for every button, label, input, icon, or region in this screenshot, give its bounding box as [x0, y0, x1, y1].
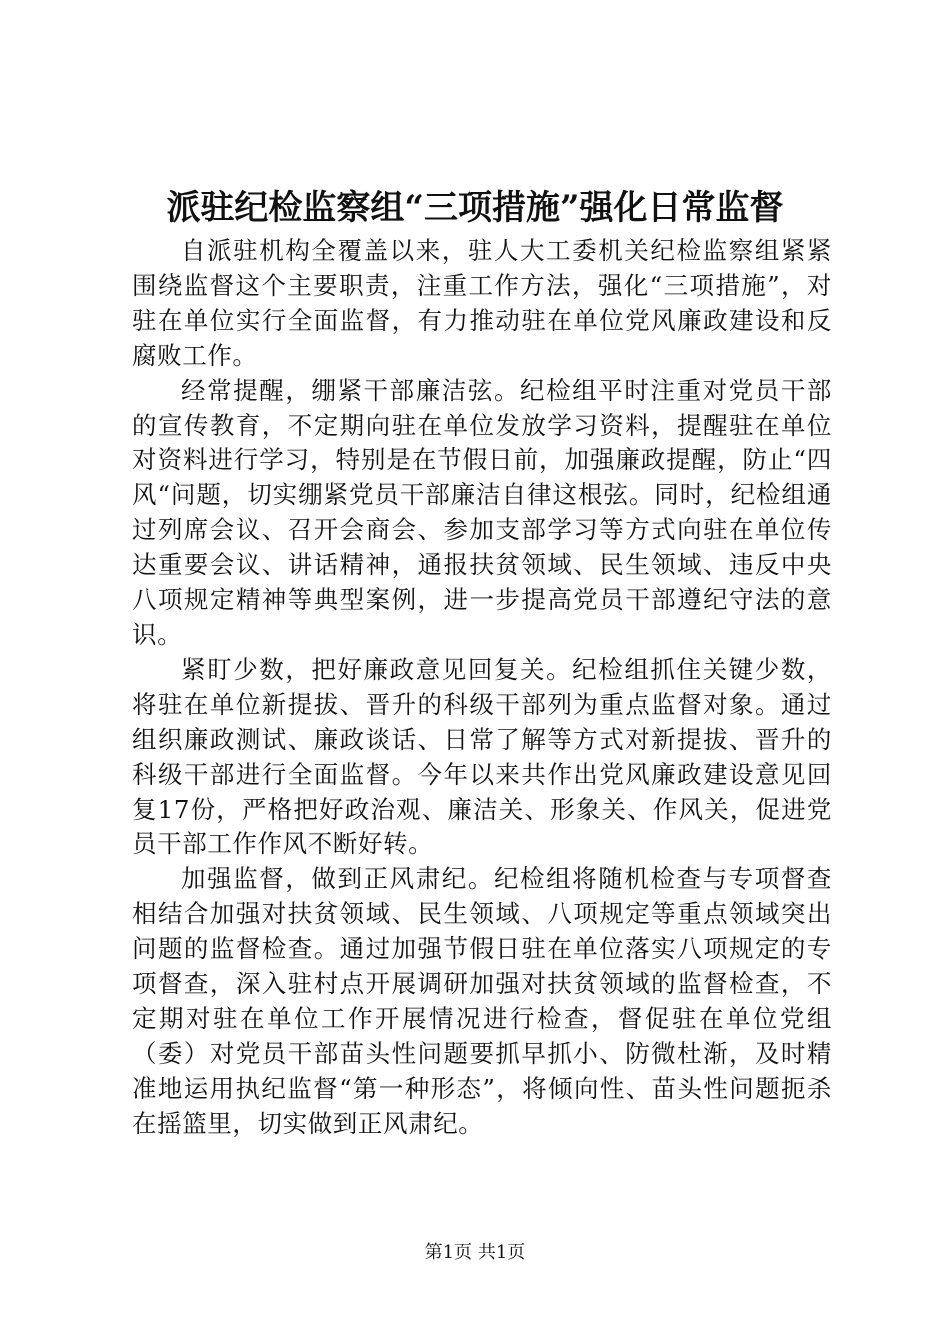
paragraph-supervision: 加强监督，做到正风肃纪。纪检组将随机检查与专项督查相结合加强对扶贫领域、民生领域、八项规定等重点领域突出问题的监督检查。通过加强节假日驻在单位落实八项规定的专项督查，深入驻村点开展调研加强对扶贫领域的监督检查，不定期对驻在单位工作开展情况进行检查，督促驻在单位党组（委）对党员干部苗头性问题要抓早抓小、防微杜渐，及时精准地运用执纪监督“第一种形态”，将倾向性、苗头性问题扼杀在摇篮里，切实做到正风肃纪。	[132, 864, 832, 1138]
paragraph-reminder: 经常提醒，绷紧干部廉洁弦。纪检组平时注重对党员干部的宣传教育，不定期向驻在单位发放学习资料，提醒驻在单位对资料进行学习，特别是在节假日前，加强廉政提醒，防止“四风“问题，切实绷紧党员干部廉洁自律这根弦。同时，纪检组通过列席会议、召开会商会、参加支部学习等方式向驻在单位传达重要会议、讲话精神，通报扶贫领域、民生领域、违反中央八项规定精神等典型案例，进一步提高党员干部遵纪守法的意识。	[132, 375, 832, 649]
page-number-footer: 第1页 共1页	[424, 1242, 526, 1263]
paragraph-key-minority: 紧盯少数，把好廉政意见回复关。纪检组抓住关键少数，将驻在单位新提拔、晋升的科级干部列为重点监督对象。通过组织廉政测试、廉政谈话、日常了解等方式对新提拔、晋升的科级干部进行全面监督。今年以来共作出党风廉政建设意见回复17份，严格把好政治观、廉洁关、形象关、作风关，促进党员干部工作作风不断好转。	[132, 654, 832, 859]
document-body	[132, 234, 832, 1142]
document-title: 派驻纪检监察组“三项措施”强化日常监督	[166, 188, 784, 228]
paragraph-intro: 自派驻机构全覆盖以来，驻人大工委机关纪检监察组紧紧围绕监督这个主要职责，注重工作方法，强化“三项措施”，对驻在单位实行全面监督，有力推动驻在单位党风廉政建设和反腐败工作。	[132, 236, 832, 370]
